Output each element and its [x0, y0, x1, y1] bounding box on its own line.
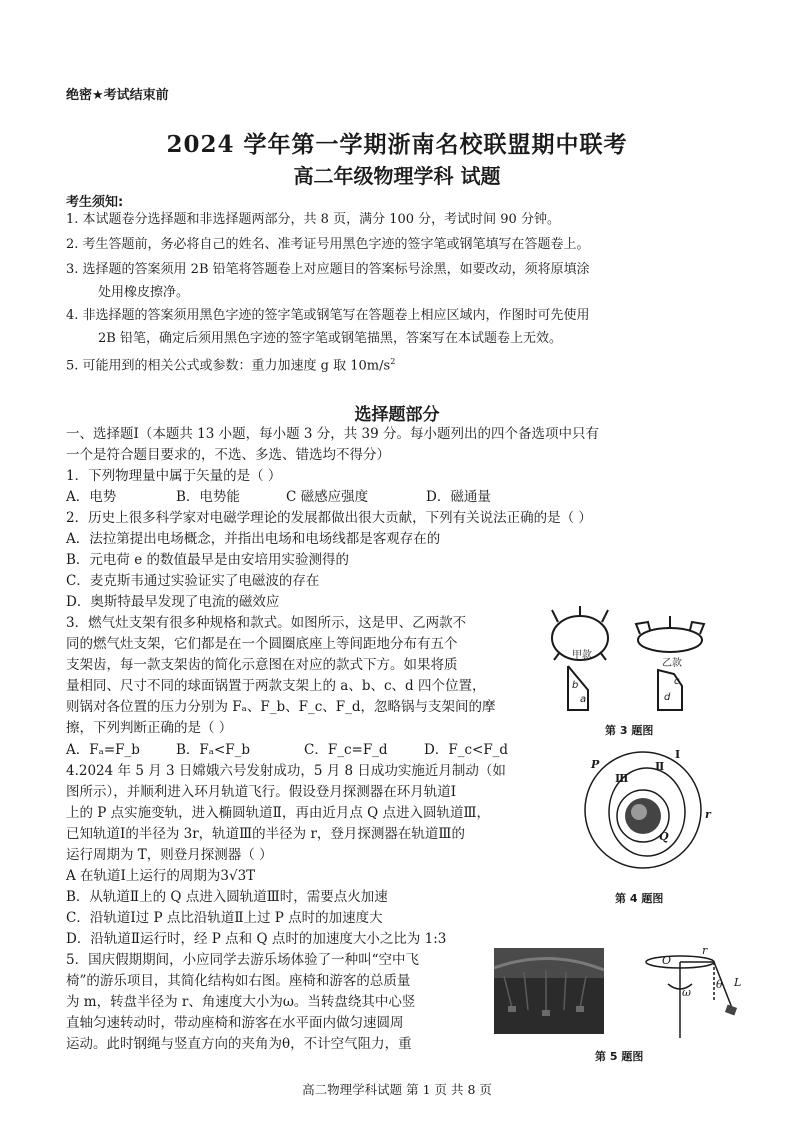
notice-item-5: [66, 352, 395, 376]
notice-item-2: 2. 考生答题前，务必将自己的姓名、准考证号用黑色字迹的签字笔或钢笔填写在答题卷上。: [66, 237, 590, 252]
q4-label-i: Ⅰ: [675, 748, 681, 761]
notice-item-5-sup: 2: [390, 357, 396, 366]
q5-seat: [725, 1005, 737, 1016]
q3-line-6: 擦，下列判断正确的是（ ）: [66, 720, 233, 736]
q5-label-theta: θ: [716, 978, 723, 991]
q1-option-c: C 磁感应强度: [286, 489, 369, 505]
q4-line-2: 图所示），并顺利进入环月轨道飞行。假设登月探测器在环月轨道Ⅰ: [66, 784, 457, 800]
q4-caption: 第 4 题图: [615, 892, 664, 905]
q4-option-a: A 在轨道Ⅰ上运行的周期为3√3T: [66, 868, 256, 884]
q5-label-omega: ω: [682, 986, 691, 999]
q5-line-1: 5．国庆假期期间，小应同学去游乐场体验了一种叫“空中飞: [66, 952, 419, 968]
q4-option-c: C．沿轨道Ⅰ过 P 点比沿轨道Ⅱ上过 P 点时的加速度大: [66, 910, 383, 926]
q2-option-a: A．法拉第提出电场概念，并指出电场和电场线都是客观存在的: [66, 531, 441, 547]
q4-label-q: Q: [659, 830, 669, 843]
section-intro-1: 一、选择题Ⅰ（本题共 13 小题，每小题 3 分，共 39 分。每小题列出的四个备选项中只有: [66, 426, 600, 442]
q3-line-5: 则锅对各位置的压力分别为 Fₐ、F_b、F_c、F_d，忽略锅与支架间的摩: [66, 699, 496, 715]
q2-option-d: D．奥斯特最早发现了电流的磁效应: [66, 594, 280, 610]
q3-line-1: 3．燃气灶支架有很多种规格和款式。如图所示，这是甲、乙两款不: [66, 615, 467, 631]
q5-diagram: [640, 942, 750, 1042]
q4-line-4: 已知轨道Ⅰ的半径为 3r，轨道Ⅲ的半径为 r，登月探测器在轨道Ⅲ的: [66, 826, 465, 842]
notice-item-4: 4. 非选择题的答案须用黑色字迹的签字笔或钢笔写在答题卷上相应区域内，作图时可先使用: [66, 308, 590, 323]
q5-label-r: r: [702, 944, 708, 957]
q1-option-d: D．磁通量: [426, 489, 491, 505]
notice-item-5-text: 5. 可能用到的相关公式或参数：重力加速度 g 取 10m/s: [66, 358, 391, 374]
q5-label-l: L: [734, 976, 742, 989]
q3-label-a: a: [580, 694, 587, 705]
notice-heading: 考生须知:: [66, 195, 124, 210]
notice-item-4-cont: 2B 铅笔，确定后须用黑色字迹的签字笔或钢笔描黑，答案写在本试题卷上无效。: [98, 331, 562, 346]
q4-label-r: r: [705, 808, 711, 821]
q2-option-c: C．麦克斯韦通过实验证实了电磁波的存在: [66, 573, 320, 589]
q3-label-c: c: [674, 676, 680, 687]
q4-label-iii: Ⅲ: [615, 772, 629, 785]
q3-option-d: D．F_c<F_d: [424, 742, 509, 758]
q3-caption: 第 3 题图: [605, 724, 654, 737]
q3-ring-yi: [638, 628, 702, 652]
q3-label-jia: 甲款: [572, 650, 592, 661]
q1-stem: 1．下列物理量中属于矢量的是（ ）: [66, 468, 282, 484]
q3-label-d: d: [664, 692, 671, 703]
q3-label-b: b: [572, 680, 579, 691]
q4-label-ii: Ⅱ: [655, 760, 665, 773]
section-intro-2: 一个是符合题目要求的，不选、多选、错选均不得分）: [66, 447, 390, 463]
q3-options: [66, 740, 508, 761]
q5-line-4: 直轴匀速转动时，带动座椅和游客在水平面内做匀速圆周: [66, 1015, 404, 1031]
q4-label-p: P: [591, 758, 600, 771]
notice-item-1: 1. 本试题卷分选择题和非选择题两部分，共 8 页，满分 100 分，考试时间 90 分钟。: [66, 212, 560, 227]
q4-line-3: 上的 P 点实施变轨，进入椭圆轨道Ⅱ，再由近月点 Q 点进入圆轨道Ⅲ，: [66, 805, 491, 821]
q4-option-b: B．从轨道Ⅱ上的 Q 点进入圆轨道Ⅲ时，需要点火加速: [66, 889, 388, 905]
q1-options: [66, 487, 491, 508]
section-title: 选择题部分: [354, 405, 440, 425]
q4-option-d: D．沿轨道Ⅱ运行时，经 P 点和 Q 点时的加速度大小之比为 1:3: [66, 931, 447, 947]
q3-line-3: 支架齿，每一款支架齿的简化示意图在对应的款式下方。如果将质: [66, 657, 458, 673]
q5-label-o: O: [662, 954, 672, 967]
q5-caption: 第 5 题图: [595, 1050, 644, 1063]
q1-option-b: B．电势能: [176, 489, 240, 505]
page-footer: 高二物理学科试题 第 1 页 共 8 页: [302, 1082, 492, 1097]
secret-label: 绝密★考试结束前: [66, 88, 169, 103]
q1-option-a: A．电势: [66, 489, 117, 505]
q5-line-2: 椅”的游乐项目，其简化结构如右图。座椅和游客的总质量: [66, 973, 411, 989]
exam-title: 2024 学年第一学期浙南名校联盟期中联考: [166, 131, 628, 158]
q2-option-b: B．元电荷 e 的数值最早是由安培用实验测得的: [66, 552, 349, 568]
q3-option-b: B．Fₐ<F_b: [176, 742, 251, 758]
notice-item-3: 3. 选择题的答案须用 2B 铅笔将答题卷上对应题目的答案标号涂黑，如要改动，须将原填涂: [66, 262, 590, 277]
q3-label-yi: 乙款: [662, 658, 682, 669]
q3-line-4: 量相同、尺寸不同的球面锅置于两款支架上的 a、b、c、d 四个位置，: [66, 678, 486, 694]
q5-photo: [494, 948, 604, 1034]
q3-line-2: 同的燃气灶支架，它们都是在一个圆圈底座上等间距地分布有五个: [66, 636, 458, 652]
q4-figure: [575, 740, 715, 880]
q3-option-a: A．Fₐ=F_b: [66, 742, 140, 758]
q3-option-c: C．F_c=F_d: [304, 742, 388, 758]
q3-figure: [540, 600, 720, 720]
q5-line-3: 为 m，转盘半径为 r、角速度大小为ω。当转盘绕其中心竖: [66, 994, 416, 1010]
q5-line-5: 运动。此时钢绳与竖直方向的夹角为θ，不计空气阻力，重: [66, 1036, 412, 1052]
notice-item-3-cont: 处用橡皮擦净。: [98, 285, 190, 300]
exam-subtitle: 高二年级物理学科 试题: [293, 164, 501, 188]
q2-stem: 2．历史上很多科学家对电磁学理论的发展都做出很大贡献，下列有关说法正确的是（ ）: [66, 510, 592, 526]
q4-moon-highlight: [631, 804, 647, 820]
q4-line-5: 运行周期为 T，则登月探测器（ ）: [66, 847, 273, 863]
q4-line-1: 4.2024 年 5 月 3 日嫦娥六号发射成功，5 月 8 日成功实施近月制动（如: [66, 763, 506, 779]
